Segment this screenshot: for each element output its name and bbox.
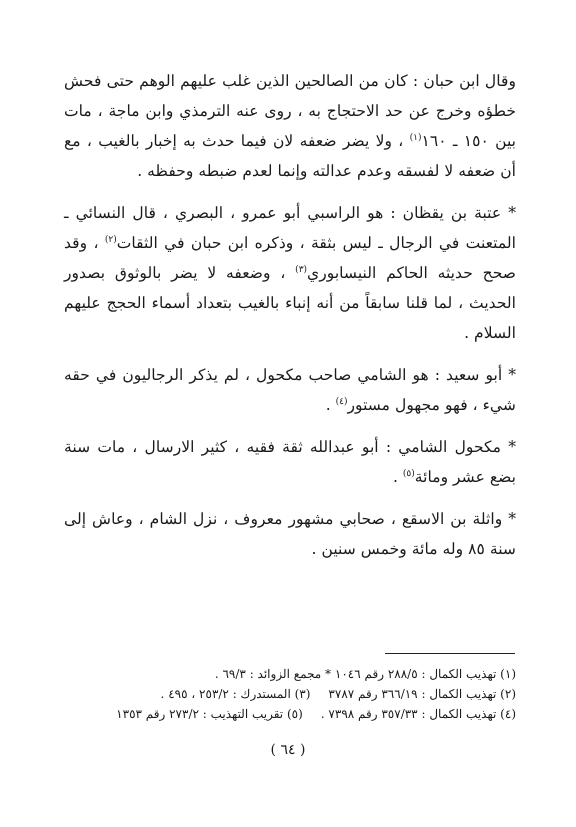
paragraph-ibn-hibban [64, 66, 516, 186]
footnote-ref: (٤) [335, 396, 348, 407]
paragraph-text: ، وضعفه لا يضر بالوثوق بصدور الحديث ، لما قلنا سابقاً من أنه إنباء بالغيب بتعداد أسماء الحجج عليهم السلام . [64, 264, 516, 342]
footnote-row [64, 664, 516, 684]
main-text [64, 66, 516, 564]
paragraph-text: * عتبة بن يقظان : هو الراسبي أبو عمرو ، البصري ، قال النسائي ـ المتعنت في الرجال ـ ليس بثقة ، وذكره ابن حبان في الثقات [64, 204, 516, 252]
paragraph-wathila [64, 504, 516, 564]
paragraph-text: ، ولا يضر ضعفه لان فيما حدث به إخبار بالغيب ، مع أن ضعفه لا لفسقه وعدم عدالته وإنما لعدم ضبطه وحفظه . [64, 132, 516, 180]
page-number: ( ٦٤ ) [270, 742, 306, 758]
footnote-2: (٢) تهذيب الكمال : ٣٦٦/١٩ رقم ٣٧٨٧ [328, 687, 516, 701]
paragraph-text: * مكحول الشامي : أبو عبدالله ثقة فقيه ، كثير الارسال ، مات سنة بضع عشر ومائة [64, 438, 516, 486]
footnote-row [64, 704, 516, 724]
paragraph-text: . [325, 396, 336, 414]
paragraph-text: * واثلة بن الاسقع ، صحابي مشهور معروف ، نزل الشام ، وعاش إلى سنة ٨٥ وله مائة وخمس سنين . [64, 510, 516, 558]
paragraph-makhul [64, 432, 516, 492]
paragraph-utba [64, 198, 516, 348]
footnote-divider [385, 653, 515, 654]
footnote-ref: (٢) [104, 234, 117, 245]
paragraph-text: ، وقد صحح حديثه الحاكم النيسابوري [64, 234, 517, 282]
footnote-ref: (١) [409, 132, 422, 143]
footnote-4: (٤) تهذيب الكمال : ٣٥٧/٣٣ رقم ٧٣٩٨ . [320, 707, 516, 721]
footnote-ref: (٥) [402, 468, 415, 479]
footnote-3: (٣) المستدرك : ٢٥٣/٢ ، ٤٩٥ . [160, 687, 311, 701]
paragraph-text: وقال ابن حبان : كان من الصالحين الذين غلب عليهم الوهم حتى فحش خطؤه وخرج عن حد الاحتجاج به ، روى عنه الترمذي وابن ماجة ، مات بين ١٥٠ ـ ١٦٠ [64, 72, 517, 150]
footnote-row [64, 684, 516, 704]
footnote-5: (٥) تقريب التهذيب : ٢٧٣/٢ رقم ١٣٥٣ [116, 707, 303, 721]
footnote-ref: (٣) [295, 264, 308, 275]
footnotes [64, 664, 516, 724]
paragraph-abu-said [64, 360, 516, 420]
paragraph-text: . [392, 468, 403, 486]
paragraph-text: * أبو سعيد : هو الشامي صاحب مكحول ، لم يذكر الرجاليون في حقه شيء ، فهو مجهول مستور [64, 366, 516, 414]
footnote-1: (١) تهذيب الكمال : ٢٨٨/٥ رقم ١٠٤٦ * مجمع الزوائد : ٦٩/٣ . [214, 667, 516, 681]
